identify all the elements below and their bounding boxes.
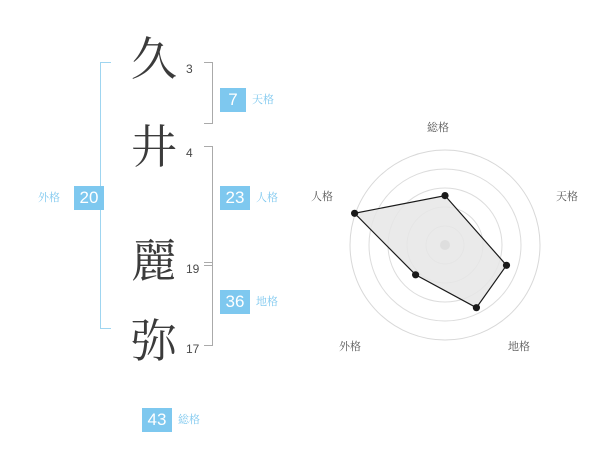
radar-label-soukaku: 総格 <box>427 121 449 134</box>
outer-score-label: 外格 <box>38 191 60 204</box>
radar-point-jinkaku <box>351 210 358 217</box>
kanji-char-2: 井 <box>131 120 177 174</box>
soukaku-score-chip: 43 <box>142 408 172 432</box>
kanji-strokes-2: 4 <box>186 146 193 160</box>
kanji-char-4: 弥 <box>131 314 177 368</box>
kanji-strokes-3: 19 <box>186 262 200 276</box>
kanji-strokes-1: 3 <box>186 62 193 76</box>
soukaku-score-label: 総格 <box>178 413 200 426</box>
radar-series-shape <box>351 192 510 311</box>
radar-label-gaikaku: 外格 <box>339 340 361 353</box>
chikaku-score-chip: 36 <box>220 290 250 314</box>
radar-label-jinkaku: 人格 <box>311 190 333 203</box>
kanji-strokes-4: 17 <box>186 342 200 356</box>
radar-label-tenkaku: 天格 <box>556 190 578 203</box>
radar-point-soukaku <box>441 192 448 199</box>
outer-score-chip: 20 <box>74 186 104 210</box>
jinkaku-score-label: 人格 <box>256 191 278 204</box>
radar-series-polygon <box>355 196 507 308</box>
radar-label-chikaku: 地格 <box>508 340 530 353</box>
kanji-char-3: 麗 <box>131 234 177 288</box>
radar-chart <box>300 95 600 385</box>
kanji-char-1: 久 <box>131 32 177 86</box>
tenkaku-score-chip: 7 <box>220 88 246 112</box>
tenkaku-score-label: 天格 <box>252 93 274 106</box>
jinkaku-bracket <box>204 146 213 266</box>
jinkaku-score-chip: 23 <box>220 186 250 210</box>
radar-center-dot <box>440 240 450 250</box>
tenkaku-bracket <box>204 62 213 124</box>
radar-point-gaikaku <box>412 271 419 278</box>
radar-point-tenkaku <box>503 262 510 269</box>
radar-point-chikaku <box>473 304 480 311</box>
chikaku-bracket <box>204 262 213 346</box>
chikaku-score-label: 地格 <box>256 295 278 308</box>
